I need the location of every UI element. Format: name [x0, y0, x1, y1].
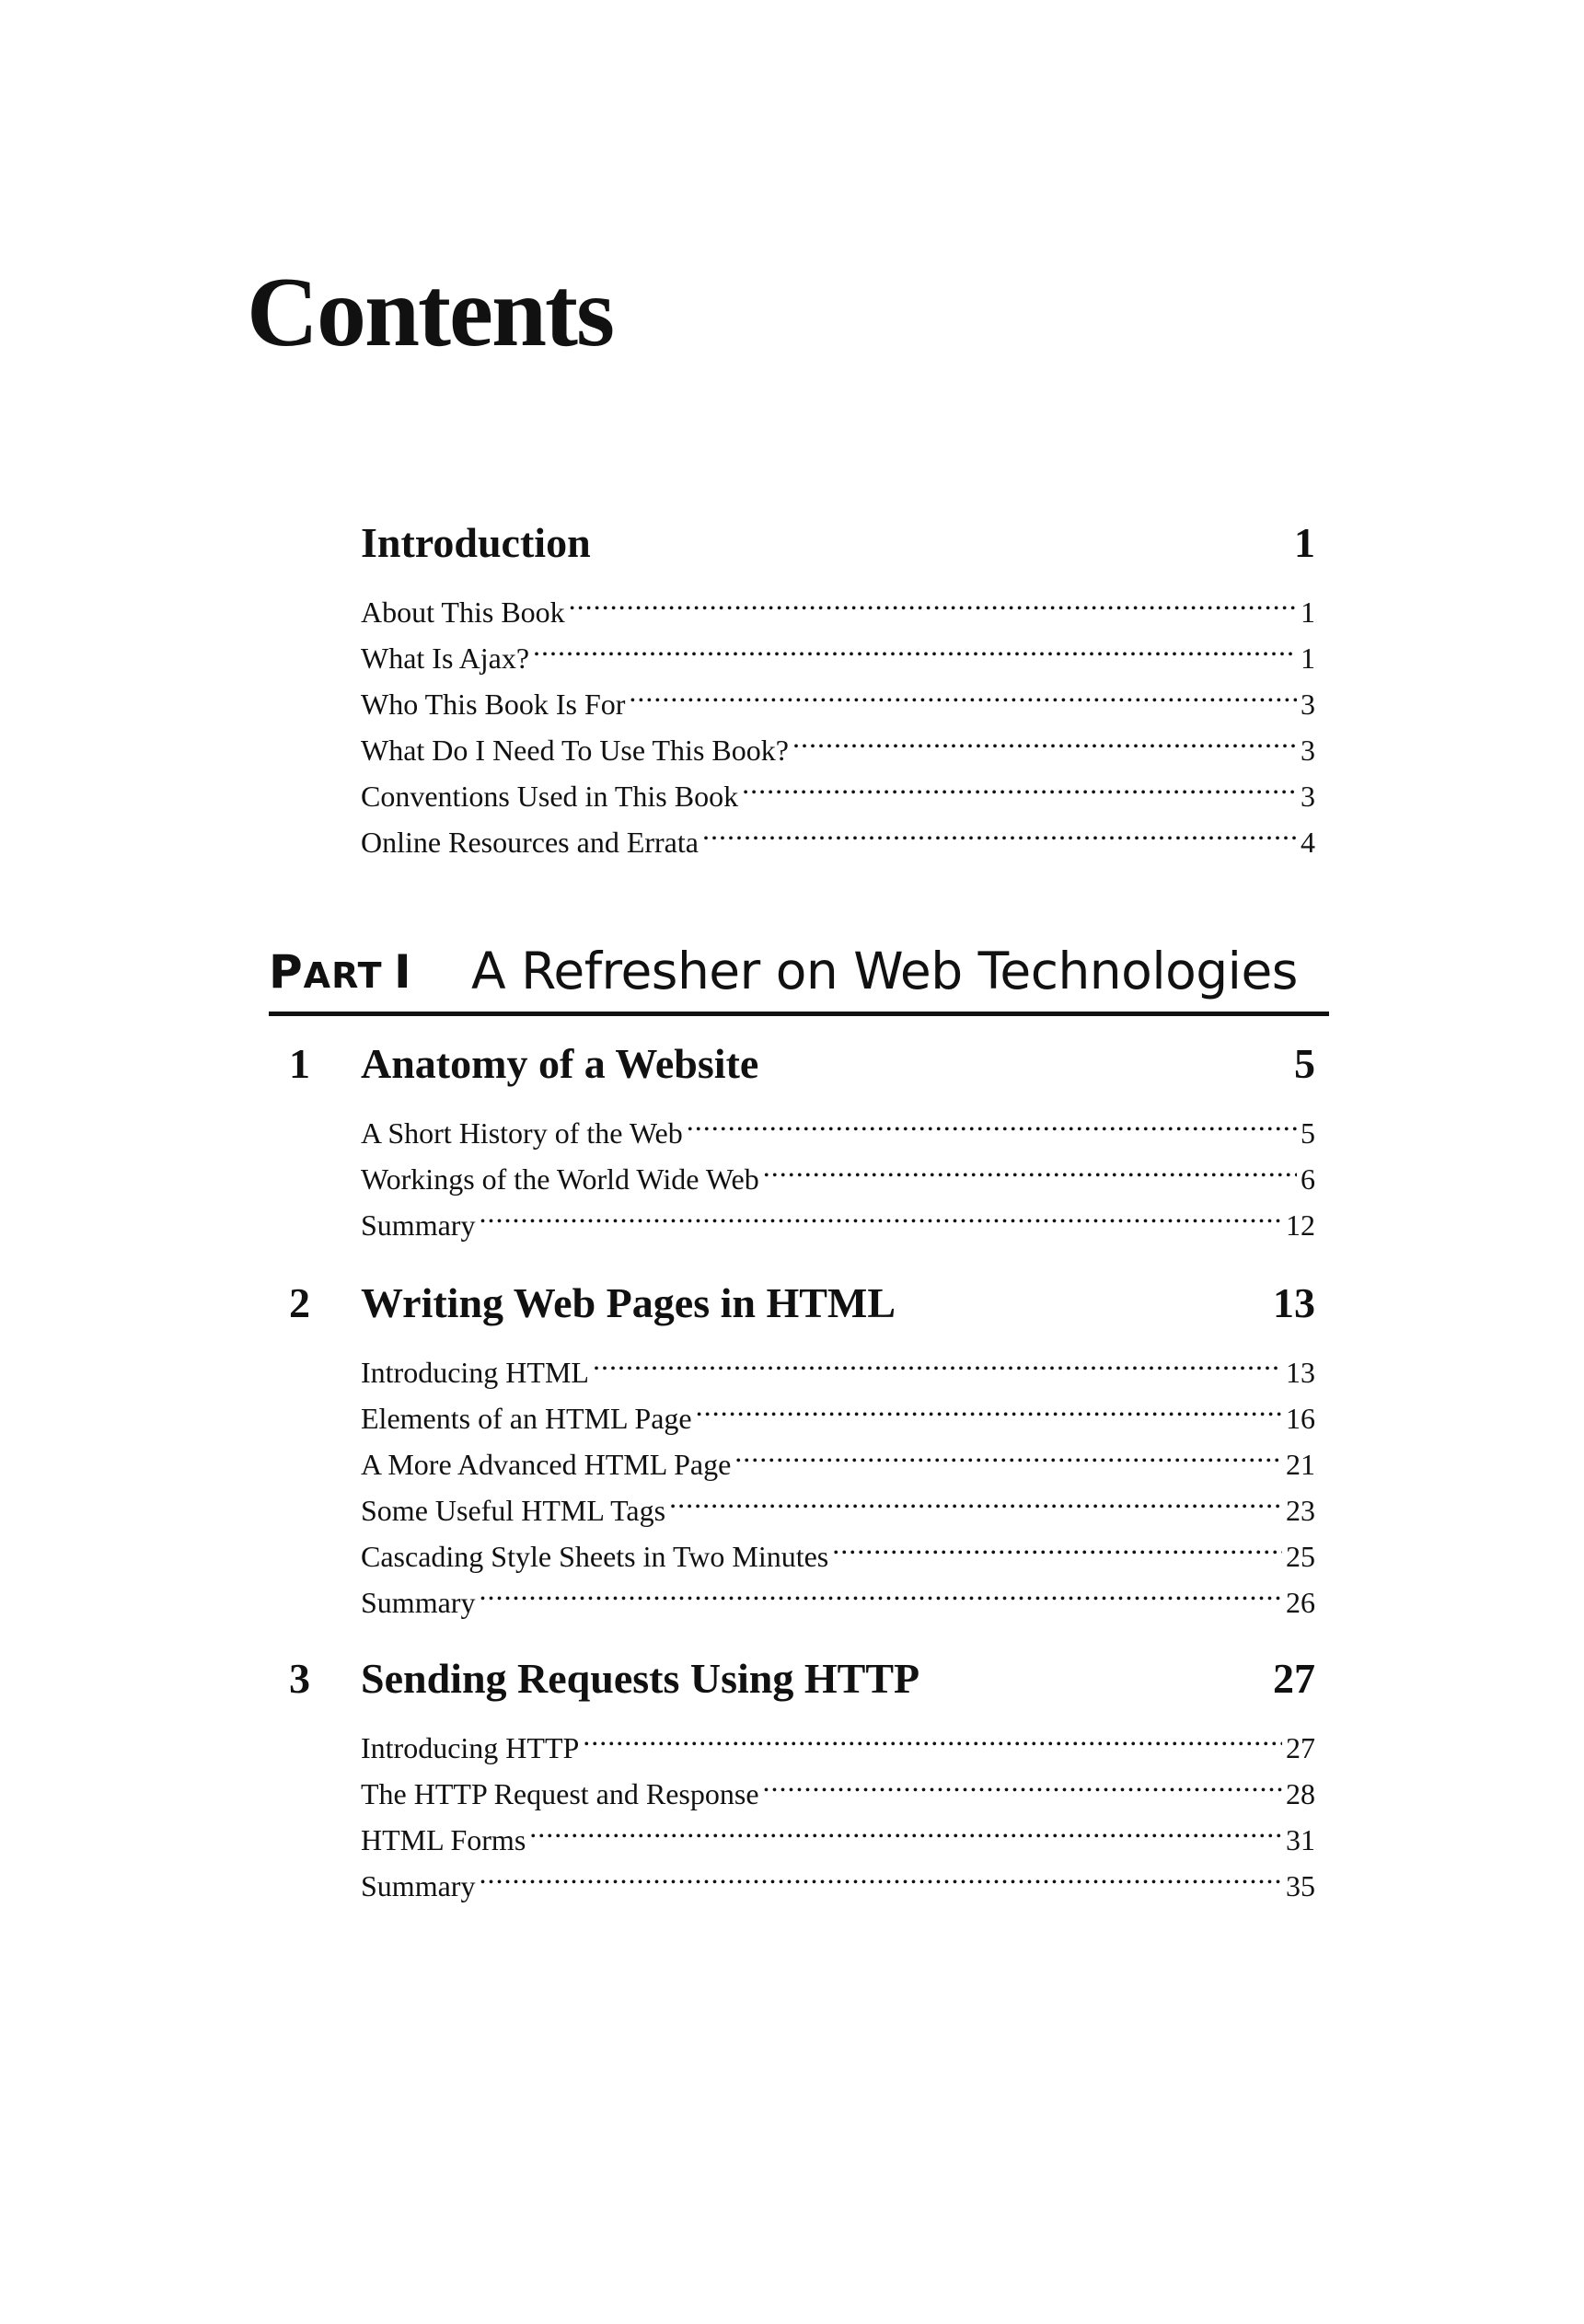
toc-entry[interactable]: [361, 1097, 1315, 1150]
toc-entry-page: 12: [1286, 1208, 1315, 1242]
toc-entry-title: Introducing HTML: [361, 1356, 589, 1389]
toc-section-introduction: [0, 515, 1584, 859]
part-label-rest: ART: [303, 955, 383, 996]
toc-chapter-2: [0, 1276, 1584, 1619]
toc-entry-title: Workings of the World Wide Web: [361, 1162, 759, 1196]
dot-leader: [687, 1097, 1297, 1143]
toc-entry[interactable]: [361, 1804, 1315, 1856]
chapter-number: 2: [289, 1279, 310, 1326]
toc-entry-title: What Do I Need To Use This Book?: [361, 734, 789, 767]
toc-entry-page: 3: [1301, 688, 1315, 721]
section-page-number: 1: [1294, 519, 1315, 566]
part-label-initial: P: [269, 945, 304, 999]
chapter-title: Anatomy of a Website: [361, 1040, 759, 1087]
chapter-page-number: 5: [1294, 1040, 1315, 1087]
dot-leader: [593, 1336, 1282, 1382]
toc-entry-page: 16: [1286, 1402, 1315, 1435]
toc-entry-page: 6: [1301, 1162, 1315, 1196]
dot-leader: [792, 714, 1297, 760]
toc-entry-title: HTML Forms: [361, 1823, 526, 1856]
toc-entry-title: Summary: [361, 1208, 476, 1242]
part-label: [269, 945, 383, 999]
dot-leader: [763, 1143, 1297, 1189]
toc-entry[interactable]: [361, 1428, 1315, 1481]
toc-entry[interactable]: [361, 1567, 1315, 1619]
toc-entry-page: 26: [1286, 1586, 1315, 1619]
chapter-page-number: 27: [1273, 1655, 1315, 1702]
dot-leader: [734, 1428, 1282, 1474]
toc-entry-title: Who This Book Is For: [361, 688, 626, 721]
dot-leader: [479, 1850, 1282, 1896]
toc-entry-page: 23: [1286, 1494, 1315, 1527]
toc-entry-page: 21: [1286, 1448, 1315, 1481]
toc-entry-page: 35: [1286, 1869, 1315, 1902]
toc-chapter-1: [0, 1036, 1584, 1242]
toc-entry[interactable]: [361, 1382, 1315, 1435]
chapter-number: 1: [289, 1040, 310, 1087]
toc-entry-title: Cascading Style Sheets in Two Minutes: [361, 1540, 829, 1573]
part-heading[interactable]: [269, 934, 1329, 1016]
chapter-title: Writing Web Pages in HTML: [361, 1279, 896, 1326]
toc-entry-title: The HTTP Request and Response: [361, 1777, 759, 1810]
toc-chapter-3: [0, 1651, 1584, 1902]
dot-leader: [629, 668, 1297, 714]
toc-entry[interactable]: [361, 1758, 1315, 1810]
toc-entry-page: 3: [1301, 734, 1315, 767]
toc-entry[interactable]: [361, 1143, 1315, 1196]
toc-entry-title: Elements of an HTML Page: [361, 1402, 692, 1435]
dot-leader: [529, 1804, 1282, 1850]
toc-entry[interactable]: [361, 1189, 1315, 1242]
toc-entry-title: Summary: [361, 1869, 476, 1902]
toc-entry-page: 5: [1301, 1116, 1315, 1150]
toc-entry[interactable]: [361, 760, 1315, 813]
dot-leader: [479, 1567, 1282, 1613]
dot-leader: [696, 1382, 1282, 1428]
dot-leader: [702, 806, 1297, 852]
toc-entry-title: Online Resources and Errata: [361, 826, 699, 859]
toc-entry-page: 31: [1286, 1823, 1315, 1856]
toc-entry[interactable]: [361, 622, 1315, 675]
toc-entry-title: Some Useful HTML Tags: [361, 1494, 666, 1527]
chapter-title: Sending Requests Using HTTP: [361, 1655, 920, 1702]
toc-entry-page: 1: [1301, 595, 1315, 629]
toc-entry-page: 4: [1301, 826, 1315, 859]
toc-entry-page: 27: [1286, 1731, 1315, 1764]
part-number: I: [394, 945, 411, 999]
toc-entry[interactable]: [361, 1712, 1315, 1764]
toc-entry-page: 1: [1301, 642, 1315, 675]
dot-leader: [832, 1520, 1282, 1567]
dot-leader: [583, 1712, 1282, 1758]
dot-leader: [533, 622, 1297, 668]
toc-entry-title: Summary: [361, 1586, 476, 1619]
toc-entry[interactable]: [361, 668, 1315, 721]
section-title: Introduction: [361, 519, 591, 566]
page-title: Contents: [247, 258, 614, 367]
chapter-number: 3: [289, 1655, 310, 1702]
dot-leader: [569, 576, 1297, 622]
toc-entry-page: 25: [1286, 1540, 1315, 1573]
dot-leader: [669, 1474, 1282, 1520]
toc-entry-page: 28: [1286, 1777, 1315, 1810]
toc-entry[interactable]: [361, 1520, 1315, 1573]
toc-entry-title: A More Advanced HTML Page: [361, 1448, 732, 1481]
toc-entry-title: About This Book: [361, 595, 565, 629]
dot-leader: [742, 760, 1297, 806]
part-title: A Refresher on Web Technologies: [471, 942, 1298, 1000]
dot-leader: [479, 1189, 1282, 1235]
toc-entry-title: What Is Ajax?: [361, 642, 530, 675]
toc-entry[interactable]: [361, 1474, 1315, 1527]
toc-entry-title: Introducing HTTP: [361, 1731, 580, 1764]
chapter-heading[interactable]: [0, 1651, 1584, 1706]
toc-entry[interactable]: [361, 806, 1315, 859]
toc-entry[interactable]: [361, 576, 1315, 629]
toc-entry[interactable]: [361, 1850, 1315, 1902]
toc-entry[interactable]: [361, 714, 1315, 767]
chapter-heading[interactable]: [0, 1276, 1584, 1331]
toc-entry-page: 13: [1286, 1356, 1315, 1389]
toc-entry-title: Conventions Used in This Book: [361, 780, 739, 813]
section-heading[interactable]: [0, 515, 1584, 571]
toc-entry[interactable]: [361, 1336, 1315, 1389]
dot-leader: [763, 1758, 1282, 1804]
toc-entry-page: 3: [1301, 780, 1315, 813]
chapter-heading[interactable]: [0, 1036, 1584, 1092]
chapter-page-number: 13: [1273, 1279, 1315, 1326]
toc-entry-title: A Short History of the Web: [361, 1116, 683, 1150]
